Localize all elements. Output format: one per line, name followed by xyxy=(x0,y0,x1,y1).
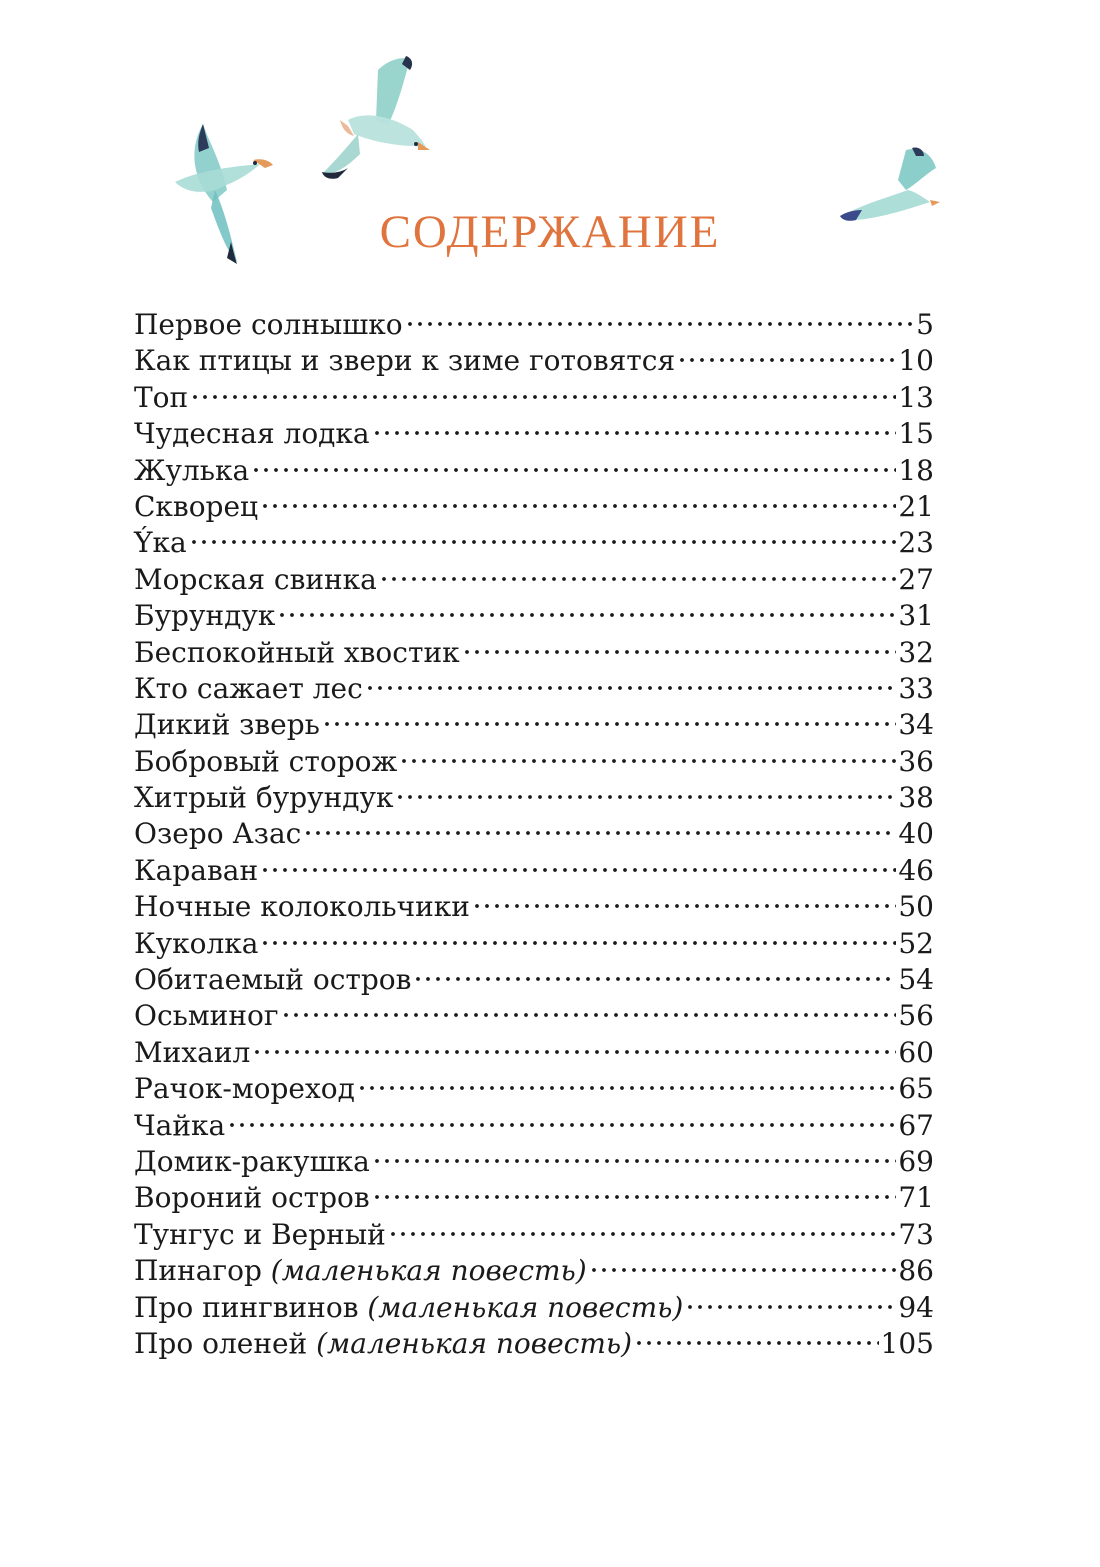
toc-entry-page: 27 xyxy=(898,562,934,596)
dot-leader xyxy=(190,394,896,400)
toc-entry[interactable] xyxy=(134,744,934,780)
dot-leader xyxy=(227,1122,896,1128)
toc-entry[interactable] xyxy=(134,671,934,707)
dot-leader xyxy=(379,576,897,582)
dot-leader xyxy=(413,976,896,982)
dot-leader xyxy=(281,1012,897,1018)
toc-entry-page: 32 xyxy=(898,635,934,669)
toc-entry-title: Домик-ракушка xyxy=(134,1144,370,1178)
dot-leader xyxy=(277,612,896,618)
toc-entry-note: (маленькая повесть) xyxy=(316,1326,633,1360)
toc-entry-title: Кто сажает лес xyxy=(134,671,363,705)
dot-leader xyxy=(634,1340,878,1346)
table-of-contents xyxy=(134,307,934,1362)
toc-entry-page: 40 xyxy=(898,817,934,851)
dot-leader xyxy=(589,1267,897,1273)
toc-entry[interactable] xyxy=(134,489,934,525)
toc-entry-page: 54 xyxy=(898,963,934,997)
toc-entry-page: 31 xyxy=(898,599,934,633)
toc-entry-title: Как птицы и звери к зиме готовятся xyxy=(134,344,676,378)
dot-leader xyxy=(405,321,915,327)
toc-entry-title: Ночные колокольчики xyxy=(134,890,470,924)
dot-leader xyxy=(472,903,896,909)
seagull-icon xyxy=(318,50,430,190)
toc-entry[interactable] xyxy=(134,562,934,598)
toc-entry-page: 73 xyxy=(898,1217,934,1251)
toc-entry-page: 13 xyxy=(898,380,934,414)
toc-entry[interactable] xyxy=(134,1108,934,1144)
toc-entry[interactable] xyxy=(134,816,934,852)
toc-entry-page: 67 xyxy=(898,1108,934,1142)
toc-entry-title: Куколка xyxy=(134,926,259,960)
dot-leader xyxy=(251,467,896,473)
toc-entry-title: Караван xyxy=(134,853,259,887)
toc-entry-page: 69 xyxy=(898,1144,934,1178)
toc-entry-page: 15 xyxy=(898,417,934,451)
toc-entry[interactable] xyxy=(134,962,934,998)
toc-entry[interactable] xyxy=(134,1290,934,1326)
toc-entry-title: Бурундук xyxy=(134,599,276,633)
toc-entry-title: Про оленей xyxy=(134,1326,308,1360)
toc-entry-title: Рачок-мореход xyxy=(134,1072,355,1106)
toc-entry-title: Ýка xyxy=(134,526,187,560)
dot-leader xyxy=(685,1304,896,1310)
toc-entry[interactable] xyxy=(134,307,934,343)
dot-leader xyxy=(260,867,896,873)
dot-leader xyxy=(372,1158,897,1164)
toc-entry-title: Беспокойный хвостик xyxy=(134,635,460,669)
page-title: СОДЕРЖАНИЕ xyxy=(379,206,721,258)
toc-entry-title: Дикий зверь xyxy=(134,708,320,742)
toc-entry-page: 10 xyxy=(898,344,934,378)
toc-entry[interactable] xyxy=(134,1217,934,1253)
toc-entry-page: 60 xyxy=(898,1035,934,1069)
toc-entry-page: 5 xyxy=(916,308,934,341)
toc-entry-page: 33 xyxy=(898,671,934,705)
toc-entry-page: 38 xyxy=(898,781,934,815)
toc-entry-page: 65 xyxy=(898,1072,934,1106)
dot-leader xyxy=(252,1049,896,1055)
dot-leader xyxy=(260,503,896,509)
toc-entry[interactable] xyxy=(134,343,934,379)
dot-leader xyxy=(372,430,897,436)
toc-entry-page: 23 xyxy=(898,526,934,560)
dot-leader xyxy=(399,758,896,764)
toc-entry[interactable] xyxy=(134,780,934,816)
dot-leader xyxy=(322,721,896,727)
toc-entry[interactable] xyxy=(134,926,934,962)
toc-entry-title: Пинагор xyxy=(134,1254,262,1288)
toc-entry-page: 18 xyxy=(898,453,934,487)
toc-entry-title: Обитаемый остров xyxy=(134,963,412,997)
toc-entry[interactable] xyxy=(134,1180,934,1216)
toc-entry-title: Скворец xyxy=(134,489,259,523)
dot-leader xyxy=(357,1085,896,1091)
toc-entry-title: Чудесная лодка xyxy=(134,417,370,451)
toc-entry-title: Хитрый бурундук xyxy=(134,781,394,815)
toc-entry[interactable] xyxy=(134,707,934,743)
dot-leader xyxy=(677,357,896,363)
toc-entry[interactable] xyxy=(134,853,934,889)
dot-leader xyxy=(365,685,897,691)
toc-entry-page: 105 xyxy=(880,1326,934,1360)
toc-entry[interactable] xyxy=(134,380,934,416)
toc-entry[interactable] xyxy=(134,525,934,561)
toc-entry-title: Вороний остров xyxy=(134,1181,370,1215)
toc-entry-page: 52 xyxy=(898,926,934,960)
toc-entry-note: (маленькая повесть) xyxy=(367,1290,684,1324)
toc-entry[interactable] xyxy=(134,598,934,634)
toc-entry-page: 34 xyxy=(898,708,934,742)
toc-entry-title: Топ xyxy=(134,380,189,414)
toc-entry-title: Чайка xyxy=(134,1108,226,1142)
dot-leader xyxy=(189,539,897,545)
toc-entry-title: Про пингвинов xyxy=(134,1290,359,1324)
toc-entry-title: Морская свинка xyxy=(134,562,377,596)
toc-entry[interactable] xyxy=(134,453,934,489)
toc-entry-title: Первое солнышко xyxy=(134,308,403,341)
dot-leader xyxy=(395,794,896,800)
toc-entry-page: 36 xyxy=(898,744,934,778)
toc-entry-title: Бобровый сторож xyxy=(134,744,398,778)
toc-entry-page: 46 xyxy=(898,853,934,887)
toc-entry[interactable] xyxy=(134,416,934,452)
dot-leader xyxy=(462,649,897,655)
toc-entry-page: 94 xyxy=(898,1290,934,1324)
toc-entry-note: (маленькая повесть) xyxy=(270,1254,587,1288)
toc-entry-title: Тунгус и Верный xyxy=(134,1217,386,1251)
toc-entry-title: Михаил xyxy=(134,1035,251,1069)
toc-entry[interactable] xyxy=(134,1035,934,1071)
toc-entry[interactable] xyxy=(134,635,934,671)
toc-entry[interactable] xyxy=(134,1144,934,1180)
toc-entry-title: Озеро Азас xyxy=(134,817,302,851)
toc-entry-title: Жулька xyxy=(134,453,250,487)
toc-entry[interactable] xyxy=(134,998,934,1034)
dot-leader xyxy=(260,940,896,946)
toc-entry[interactable] xyxy=(134,1326,934,1362)
toc-entry[interactable] xyxy=(134,889,934,925)
toc-entry-page: 21 xyxy=(898,489,934,523)
toc-entry-title: Осьминог xyxy=(134,999,279,1033)
toc-entry-page: 71 xyxy=(898,1181,934,1215)
toc-entry-page: 86 xyxy=(898,1254,934,1288)
toc-entry-page: 56 xyxy=(898,999,934,1033)
toc-entry-page: 50 xyxy=(898,890,934,924)
toc-entry[interactable] xyxy=(134,1253,934,1289)
dot-leader xyxy=(303,830,896,836)
toc-entry[interactable] xyxy=(134,1071,934,1107)
dot-leader xyxy=(388,1231,897,1237)
dot-leader xyxy=(372,1194,897,1200)
